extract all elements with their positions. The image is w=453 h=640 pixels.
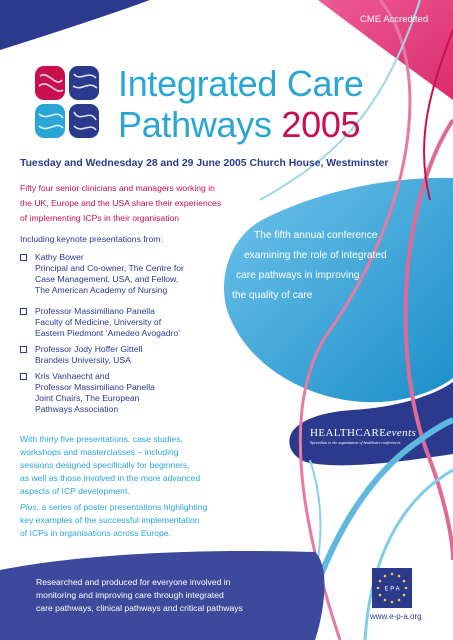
healthcare-events-logo (310, 427, 417, 445)
speaker-detail: Principal and Co-owner, The Centre for (35, 263, 184, 273)
speaker-entry (20, 371, 280, 415)
body-line: With thirty five presentations, case studies, (20, 434, 183, 444)
speaker-detail: Pathways Association (35, 404, 119, 414)
intro-line: of implementing ICPs in their organisation (20, 213, 180, 223)
speaker-detail: Professor Massimiliano Panella (35, 382, 155, 392)
sessions-description (20, 433, 255, 498)
conference-tagline (232, 226, 432, 306)
intro-line: the UK, Europe and the USA share their experiences (20, 198, 222, 208)
bullet-box-icon (20, 346, 27, 353)
speaker-name: Professor Massimiliano Panella (35, 306, 155, 316)
intro-line: Fifty four senior clinicians and managers working in (20, 183, 215, 193)
footer-description (36, 576, 296, 615)
wordmark-italic: events (386, 427, 417, 439)
body-line: aspects of ICP development. (20, 486, 130, 496)
speaker-detail: Faculty of Medicine, University of (35, 317, 162, 327)
speaker-entry (20, 344, 280, 366)
speaker-entry (20, 306, 280, 339)
speaker-name: Professor Jody Hoffer Gittell (35, 344, 143, 354)
body-line: sessions designed specifically for beginners, (20, 460, 190, 470)
bullet-box-icon (20, 254, 27, 261)
event-date-venue: Tuesday and Wednesday 28 and 29 June 2005 Church House, Westminster (20, 158, 389, 169)
tagline-line: The fifth annual conference (254, 230, 378, 241)
intro-text (20, 181, 320, 226)
speaker-detail: The American Academy of Nursing (35, 285, 168, 295)
epa-logo-text: E P A (384, 586, 400, 593)
speaker-detail: Brandeis University, USA (35, 355, 131, 365)
body-line: workshops and masterclasses – including (20, 447, 179, 457)
website-link[interactable]: www.e-p-a.org (370, 612, 422, 621)
footer-line: care pathways, clinical pathways and critical pathways (36, 603, 243, 613)
speaker-name: Kris Vanhaecht and (35, 371, 110, 381)
tagline-line: examining the role of integrated (244, 250, 387, 261)
conference-logo (34, 64, 100, 140)
poster-lead: Plus, (20, 502, 40, 512)
footer-line: Researched and produced for everyone involved in (36, 577, 231, 587)
title-line-2 (118, 105, 360, 145)
footer-line: monitoring and improving care through integrated (36, 590, 224, 600)
poster-line: key examples of the successful implementation (20, 515, 200, 525)
bullet-box-icon (20, 308, 27, 315)
speaker-name: Kathy Bower (35, 252, 84, 262)
speaker-detail: Case Management, USA, and Fellow, (35, 274, 179, 284)
poster-first-line: a series of poster presentations highlighting (39, 502, 208, 512)
healthcare-events-wordmark (310, 427, 417, 439)
poster-line: of ICPs in organisations across Europe. (20, 528, 171, 538)
healthcare-events-subtitle: Specialists in the organisation of healthcare conferences (310, 440, 401, 445)
poster-description (20, 501, 255, 540)
keynote-heading: Including keynote presentations from: (20, 234, 163, 244)
title-year: 2005 (281, 104, 361, 145)
speaker-detail: Eastern Piedmont ‘Amedeo Avogadro’ (35, 328, 181, 338)
body-line: as well as those involved in the more advanced (20, 473, 201, 483)
tagline-line: the quality of care (232, 290, 313, 301)
tagline-line: care pathways in improving (236, 270, 360, 281)
title-pathways: Pathways (118, 104, 272, 145)
top-left-navy-arc (0, 0, 150, 50)
title-line-1: Integrated Care (118, 63, 364, 104)
bullet-box-icon (20, 373, 27, 380)
wordmark-main: HEALTHCARE (310, 427, 387, 439)
epa-logo (372, 568, 412, 608)
cme-accredited-badge: CME Accredited (360, 14, 429, 25)
poster-line (20, 501, 255, 514)
speaker-detail: Joint Chairs, The European (35, 393, 140, 403)
